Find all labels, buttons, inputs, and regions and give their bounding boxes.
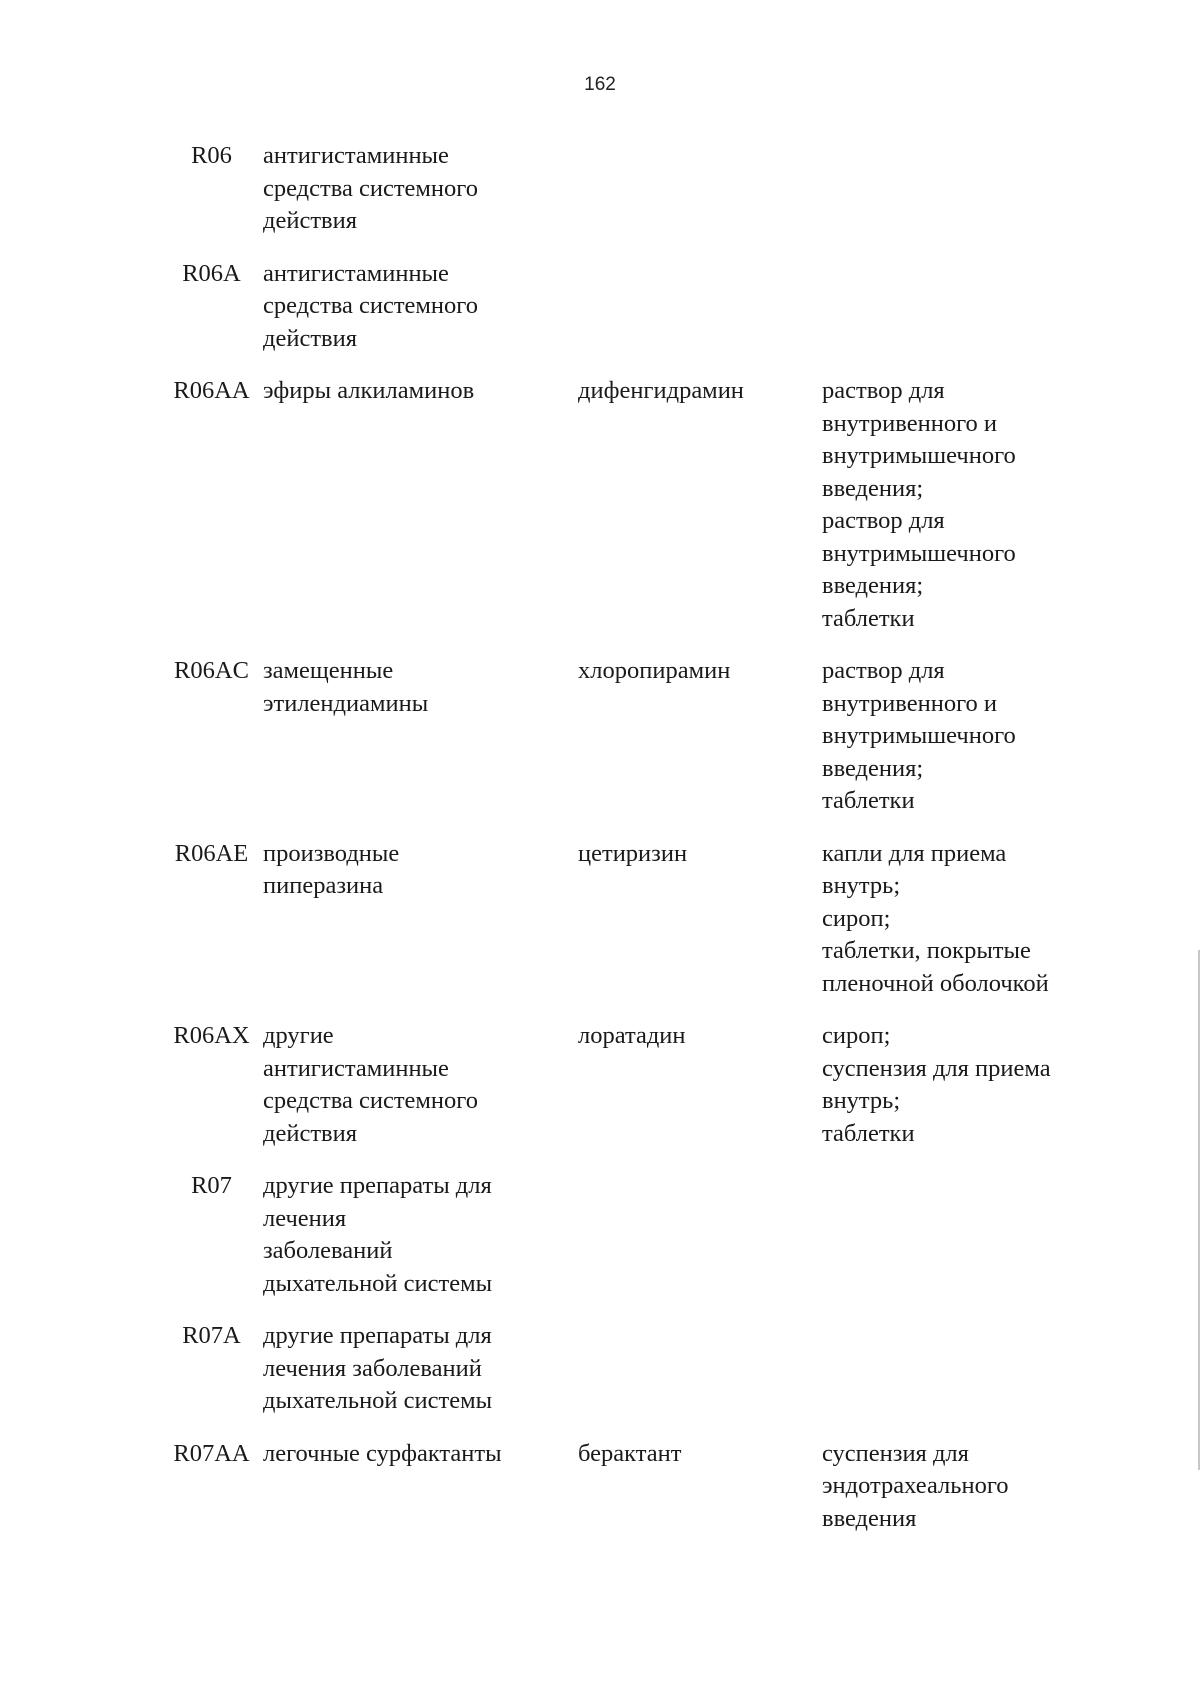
table-row bbox=[160, 375, 1110, 635]
table-row bbox=[160, 140, 1110, 238]
atc-code: R06AA bbox=[173, 377, 250, 404]
atc-group: антигистаминные средства системного действия bbox=[263, 142, 478, 234]
drug-name: хлоропирамин bbox=[578, 657, 731, 684]
table-row bbox=[160, 1170, 1110, 1300]
dosage-form bbox=[822, 1320, 1110, 1418]
atc-code: R07A bbox=[182, 1322, 241, 1349]
drug-name: берактант bbox=[578, 1439, 682, 1467]
dosage-form bbox=[822, 1170, 1110, 1300]
atc-code: R06A bbox=[182, 259, 241, 287]
dosage-form bbox=[822, 140, 1110, 238]
drug-name bbox=[578, 258, 822, 356]
dosage-form: суспензия для эндотрахеального введения bbox=[822, 1439, 1009, 1532]
table-row bbox=[160, 838, 1110, 1001]
atc-code: R06 bbox=[191, 142, 232, 169]
atc-group: другие препараты для лечения заболеваний дыхательной системы bbox=[263, 1172, 493, 1297]
atc-code: R07AA bbox=[173, 1439, 250, 1467]
atc-group: легочные сурфактанты bbox=[263, 1439, 502, 1467]
atc-code: R06AE bbox=[174, 839, 249, 867]
dosage-form: капли для приема внутрь; сироп; таблетки, покрытые пленочной оболочкой bbox=[822, 839, 1049, 997]
dosage-form: раствор для внутривенного и внутримышечного введения; таблетки bbox=[822, 657, 1016, 814]
atc-code: R06AX bbox=[173, 1022, 250, 1049]
table-row bbox=[160, 1320, 1110, 1418]
drug-name: лоратадин bbox=[578, 1022, 686, 1049]
table-row bbox=[160, 1438, 1110, 1536]
atc-group: производные пиперазина bbox=[263, 839, 400, 899]
atc-group: другие препараты для лечения заболеваний дыхательной системы bbox=[263, 1322, 493, 1414]
page-number: 162 bbox=[584, 74, 616, 95]
atc-group: другие антигистаминные средства системного действия bbox=[263, 1022, 478, 1147]
drug-name: цетиризин bbox=[578, 839, 688, 867]
table-row bbox=[160, 1020, 1110, 1150]
dosage-form: раствор для внутривенного и внутримышечного введения; раствор для внутримышечного введения; таблетки bbox=[822, 377, 1016, 632]
table-row bbox=[160, 258, 1110, 356]
atc-code: R06AC bbox=[174, 657, 249, 684]
dosage-form bbox=[822, 258, 1110, 356]
atc-group: антигистаминные средства системного действия bbox=[263, 259, 478, 352]
dosage-form: сироп; суспензия для приема внутрь; таблетки bbox=[822, 1022, 1051, 1147]
table-row bbox=[160, 655, 1110, 818]
drug-name bbox=[578, 1170, 822, 1300]
medication-table bbox=[160, 140, 1110, 1535]
drug-name bbox=[578, 1320, 822, 1418]
drug-name bbox=[578, 140, 822, 238]
atc-group: эфиры алкиламинов bbox=[263, 377, 475, 404]
atc-group: замещенные этилендиамины bbox=[263, 657, 429, 717]
atc-code: R07 bbox=[191, 1172, 232, 1199]
drug-name: дифенгидрамин bbox=[578, 377, 744, 404]
